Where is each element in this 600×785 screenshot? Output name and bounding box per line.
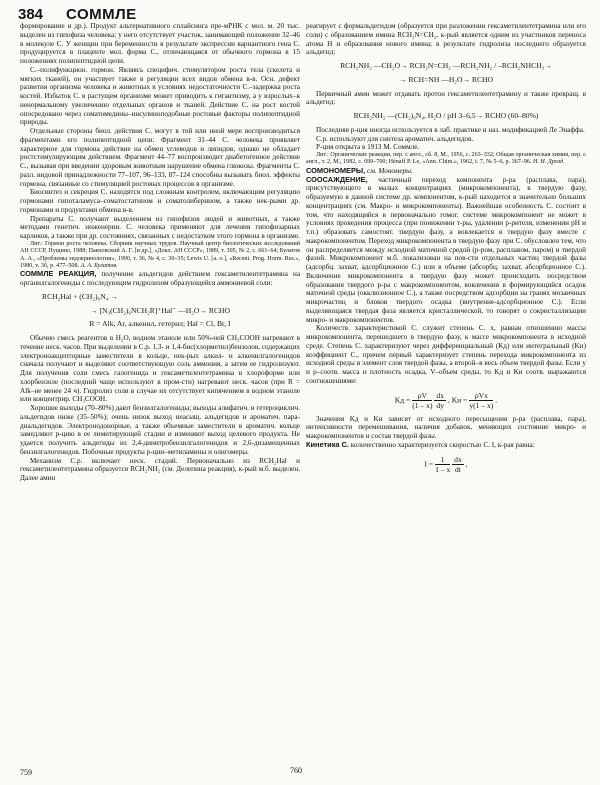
denominator: y(1 – x) <box>469 400 494 410</box>
entry-intro: получение альдегидов действием гексаметилентетрамина на органилгалогениды с последующим гидролизом образующейся аммониевой соли: <box>20 270 301 288</box>
numerator: dx <box>454 454 462 464</box>
author-signature: Н. Н. Дрозд. <box>532 159 565 166</box>
formula-part: . <box>495 394 498 404</box>
article-entry <box>20 270 300 288</box>
formula-block <box>306 455 586 474</box>
paragraph: Механизм С.р. включает неск. стадий. Первоначально из RCH₂Hal и гексаметилентетрамина образуется RCH₂NH₂ (см. Делепина реакция), к-рый м.б. выделен. Далее амин <box>20 456 300 483</box>
paragraph: Хорошие выходы (70–80%) дают бензилгалогениды; выходы алифатич. и гетероциклич. альдегидов ниже (35–50%); очень низок выход неасыщ. альдегидов и ароматич. пара-диальдегидов. Электронодонорные, а также объемные заместители в ароматич. кольце замедляют р-цию в ее лимитирующей стадии и изменяют выход целевого продукта. Не удается получить альдегиды из 2,4-динитробензилгалогенидов и 2,6-дизамещенных бензилгалогенидов. Побочные продукты р-ции–метиламины и олигомеры. <box>20 404 300 456</box>
footer-column-number-left: 759 <box>20 768 32 777</box>
literature-note <box>306 152 586 167</box>
formula-line: RCH₂NH₂ —(CH₂)₆N₄, H₂O / pH 3–6,5→ RCHO (60–80%) <box>353 111 539 120</box>
paragraph: Отдельные стороны биол. действия С. могут в той или иной мере воспроизводиться фрагментами его полипептидной цепи. Фрагмент 31–44 С. человека проявляет характерное для гормона действие на обмен углеводов и липидов, однако не обладает ростстимулирующим действием. Фрагмент 44–77 воспроизводит диабетогенное действие С., вызывая при введении здоровым животным нарушение обмена глюкозы. Фрагменты С. разл. видовой принадлежности 77–107, 96–133, 87–124 способны вызывать биол. эффекты гормона, связанные со стимуляцией ростовых процессов в организме. <box>20 127 300 188</box>
entry-text: частичный переход компонента р-ра (расплава, пара), присутствующего в малых концентрациях (микрокомпонента), в твердую фазу, образуемую в данной системе др. компонентом, к-рый находится в значительно больших концентрациях (см. Макро- и микрокомпоненты). Важнейшая особенность С. состоит в том, что находящийся в первоначально гомог. системе микрокомпонент не может в условиях проведения процесса (при понижении т-ры, удалении р-рителя, изменении pH и т.п.) образовать самостоят. твердую фазу, а вовлекается в твердую фазу вместе с макрокомпонентом. Переход микрокомпонента в твердую фазу при С. обусловлен тем, что он распределяется между исходной маточной средой (р-ром, расплавом, паром) и твердой фазой. Микрокомпонент м.б. локализован на пов-сти отдельных частиц твердой фазы (адсорбц. захват, адсорбционное С.) или в объеме (абсорбц. захват, абсорбционное С.). Включение микрокомпонента в твердую фазу может происходить посредством образования твердого р-ра с макрокомпонентом, вовлечения в формирующийся осадок маточной среды (окклюзионное С.), а также посредством адсорбции на гранях мозаичных микрочастиц и блоков твердого осадка (внутренне-адсорбционное С.). Если выделяющаяся твердая фаза является кристаллической, то говорят о сокристаллизации микро- и макрокомпонентов. <box>306 175 587 324</box>
formula-block <box>306 391 586 410</box>
formula-line: → RCH=NH —H₂O→ RCHO <box>398 74 494 84</box>
page-number: 384 <box>18 6 44 23</box>
paragraph: Значения Kд и Kи зависят от исходного пересыщения р-ра (расплава, пара), интенсивности перемешивания, наличия добавок, меняющих состояние микро- и макрокомпонентов и состав твердой фазы. <box>306 414 586 441</box>
formula-part: , Kи = <box>447 394 468 404</box>
numerator: ρVx <box>469 391 493 401</box>
fraction <box>412 391 432 410</box>
numerator: 1 <box>435 455 450 465</box>
entry-text: количественно характеризуется скоростью С. I, к-рая равна: <box>350 440 535 449</box>
paragraph: реагирует с формальдегидом (образуется при разложении гексаметилентетрамина или его соли) с образованием имина RCH₂N=CH₂, к-рый является одним из участников переноса атома H и образования нового имина; в результате гидролиза последнего образуется альдегид: <box>306 22 586 57</box>
literature-note <box>20 241 300 271</box>
formula-line: RCH₂NH₂ —CH₂O→ RCH₂N=CH₂ —RCH₂NH₂ / –RCH₂NHCH₃→ <box>340 61 552 70</box>
article-entry <box>306 441 586 450</box>
paragraph: Препараты С. получают выделением из гипофизов людей и животных, а также методами генетич. инженерии. С. человека применяют для лечения гипофизарных карликов, а также при др. состояниях, связанных с недостатком этого гормона в организме. <box>20 214 300 240</box>
author-signature: А. А. Булатов. <box>80 262 118 269</box>
literature-text: Лит.: Гормон роста человека. Сборник научных трудов. Научный центр биологических исследований АН СССР, Пущино, 1988; Павловский А. Г. [и др.], «Докл. АН СССР», 1989, т. 305, № 2, с. 661–64; Булатов А. А., «Проблемы эндокринологии», 1990, т. 36, № 4, с. 30–35; Lewis U. [a. o.], «Recent. Prog. Horm. Res.», 1980, v. 36, p. 477–508. <box>20 240 300 269</box>
entry-term: Кинетика С. <box>306 439 349 449</box>
paragraph: Биосинтез и секреция С. находятся под сложным контролем, включающим регуляцию гормонами гипоталамуса–соматостатином и соматолиберином, а также нек-рыми др. гормонами и продуктами обмена в-в. <box>20 188 300 214</box>
paragraph: Р-ция открыта в 1913 М. Соммле. <box>316 143 420 152</box>
fraction <box>434 391 446 410</box>
formula-line: RCH₂Hal + (CH₂)₆N₄ → <box>42 291 118 301</box>
running-headword: СОММЛЕ <box>66 6 137 23</box>
denominator: 1 – x <box>435 464 451 474</box>
entry-term: СООСАЖДЕНИЕ, <box>306 174 368 184</box>
paragraph: Количеств. характеристикой С. служит степень С. x, равная отношению массы микрокомпонента, перешедшего в твердую фазу, к массе микрокомпонента в исходной среде. Степень С. характеризуют через дифференциальный (Kд) или интегральный (Kи) коэффициент С., причем первый характеризует степень перехода микрокомпонента из исходной среды в элемент слоя твердой фазы, а второй–в весь объем твердой фазы. Если y и ρ–соотв. масса и плотность осадка, V–объем среды, то Kд и Kи соотв. выражаются соотношениями: <box>306 324 586 385</box>
numerator: ρV <box>412 391 432 401</box>
formula-part: Kд = <box>394 394 411 404</box>
paragraph: формирование и др.). Продукт альтернативного сплайсинга пре-мРНК с мол. м. 20 тыс. выделен из гипофиза человека; у него отсутствует участок, занимающий положение 32–46 в молекуле С. У женщин при беременности в результате экспрессии вариантного гена С. продуцируется в плаценте мол. форма С., отличающаяся от обычного гормона в 15 положениях полипептидной цепи. <box>20 22 300 65</box>
paragraph: Первичный амин может отдавать протон гексаметилентетрамину и также превращ. в альдегид: <box>306 89 586 107</box>
paragraph: С.р. используют для синтеза ароматич. альдегидов. <box>316 134 474 143</box>
fraction <box>469 391 493 410</box>
paragraph: Последняя р-ция иногда используется в лаб. практике и наз. модификацией Ле Энаффа. <box>316 125 585 134</box>
denominator: dt <box>454 464 461 474</box>
paragraph: Обычно смесь реагентов в H₂O, водном этаноле или 50%-ной CH₃COOH нагревают в течение неск. часов. При выделении в С.р. 1,3- и 1,4-бис(хлорметил)бензолов, содержащих электроноакцепторные заместители в кольце, нек-рых алкил- и алкенилгалогенидов сначала получают и выделяют соответствующую соль аммония, а затем ее гидролизуют. Для получения соли смесь галогенида и гексаметилентетрамина в хлороформе или хлорбензоле (последний чаще используют в пром-сти) нагревают неск. часов (при R = Alk–не менее 24 ч). Гидролиз соли в случае их отсутствует кипячением в водном этаноле или концентрир. CH₃COOH. <box>20 334 300 404</box>
fraction <box>452 455 464 474</box>
formula-line: → [N₃(CH₂)₆NCH₂R]⁺Hal⁻ —H₂O→ RCHO <box>89 305 230 315</box>
paragraph: С.–полифункцион. гормон. Являясь специфич. стимулятором роста тела (скелета и мягких тканей), он участвует также в регуляции всех видов обмена в-в. Осн. дефект развития организма человека и животных в условиях недостаточности С.–задержка роста костей. Избыток С. в растущем организме может приводить к гигантизму, а у взрослых–к ненормальному увеличению отдельных органов и тканей. Действие С. на рост костей опосредовано через соматомедины–инсулиноподобные ростовые факторы полипептидной природы. <box>20 65 300 127</box>
formula-line: R = Alk, Ar, алкенил, гетерил; Hal = Cl, Br, I <box>89 319 231 329</box>
footer-column-number-right: 760 <box>290 766 302 775</box>
cross-reference: см. Мономеры. <box>367 166 413 175</box>
right-column <box>306 22 586 479</box>
left-column <box>20 22 300 483</box>
literature-text: Лит.: Органические реакции, пер. с англ., сб. 8, М., 1956, с. 263–332; Общая органическая химия, пер. с англ., т. 2, М., 1982, с. 699–700; Hénaff P. Le, «Ann. Chim.», 1962, t. 7, № 5–6, p. 367–96. <box>306 152 586 166</box>
formula-part: , <box>465 458 468 468</box>
entry-term: СОММЛЕ РЕАКЦИЯ, <box>20 269 97 279</box>
entry-term: СОМОНОМЕРЫ, <box>306 165 366 175</box>
fraction <box>435 455 450 474</box>
denominator: (1 – x) <box>412 400 433 410</box>
article-entry <box>306 176 586 325</box>
formula-part: I = <box>424 458 434 468</box>
denominator: dy <box>436 400 444 410</box>
numerator: dx <box>436 390 444 400</box>
